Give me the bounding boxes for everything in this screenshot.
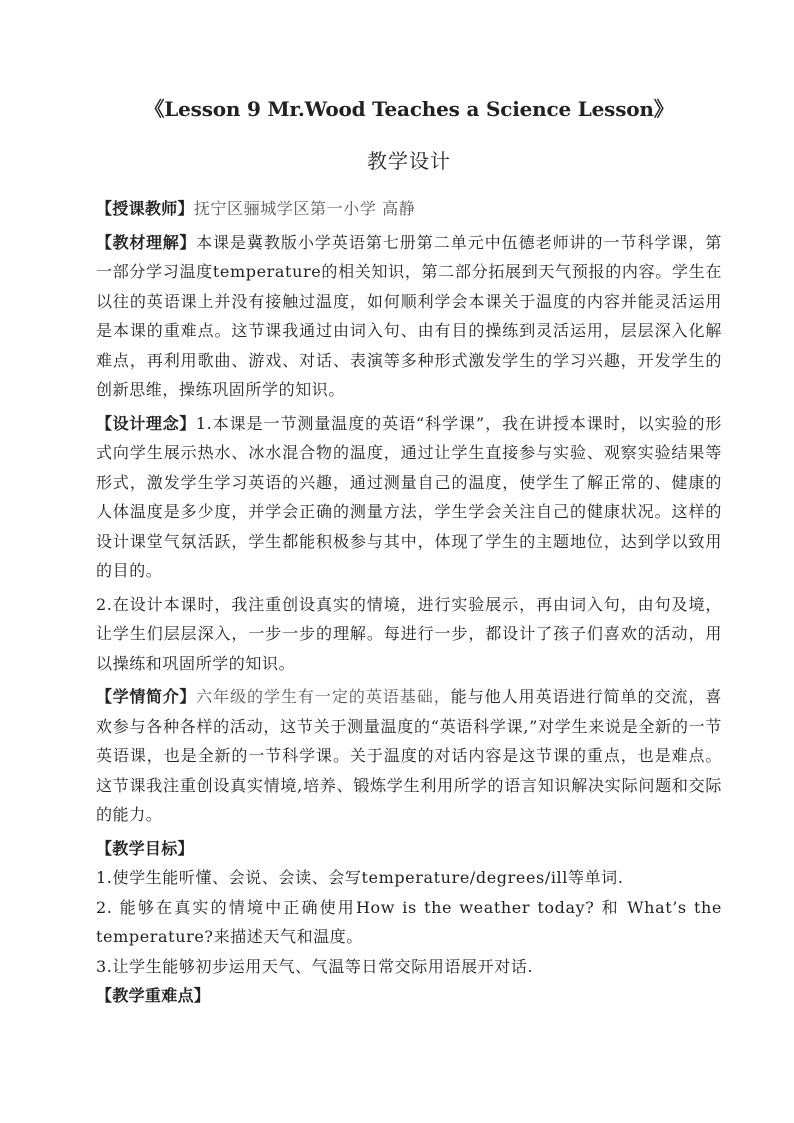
teacher-text: 抚宁区骊城学区第一小学 高静: [193, 199, 416, 218]
textbook-section: [96, 228, 722, 405]
teacher-label: 【授课教师】: [96, 199, 194, 218]
goal-item-3: 3.让学生能够初步运用天气、气温等日常交际用语展开对话.: [96, 956, 534, 976]
document-subtitle: 教学设计: [367, 149, 451, 173]
students-text-gray: 六年级的学生有一定的英语基础，: [196, 687, 451, 706]
students-label: 【学情简介】: [96, 687, 197, 706]
key-points-label: [96, 981, 722, 1011]
teacher-section: [96, 194, 722, 224]
students-section: [96, 682, 722, 830]
design-section: [96, 409, 722, 586]
goal-item-1: 1.使学生能听懂、会说、会读、会写temperature/degrees/ill等单词.: [96, 868, 624, 887]
goals-label-text: 【教学目标】: [96, 838, 194, 858]
goals-label: [96, 834, 722, 864]
students-text: 能与他人用英语进行简单的交流，喜欢参与各种各样的活动，这节关于测量温度的“英语科学课,”对学生来说是全新的一节英语课，也是全新的一节科学课。关于温度的对话内容是这节课的重点，也是难点。这节课我注重创设真实情境,培养、锻炼学生利用所学的语言知识解决实际问题和交际的能力。: [96, 687, 722, 824]
textbook-label: 【教材理解】: [96, 232, 197, 252]
design-text-2: 2.在设计本课时，我注重创设真实的情境，进行实验展示，再由词入句，由句及境，让学生们层层深入，一步一步的理解。每进行一步，都设计了孩子们喜欢的活动，用以操练和巩固所学的知识。: [96, 594, 722, 673]
key-points-label-text: 【教学重难点】: [96, 986, 211, 1005]
document-page: [96, 90, 722, 1011]
goal-item-2: 2. 能够在真实的情境中正确使用How is the weather today? 和 What’s the temperature?来描述天气和温度。: [96, 897, 722, 946]
document-title: 《Lesson 9 Mr.Wood Teaches a Science Lesson》: [144, 97, 674, 121]
textbook-text: 本课是冀教版小学英语第七册第二单元中伍德老师讲的一节科学课，第一部分学习温度temperature的相关知识，第二部分拓展到天气预报的内容。学生在以往的英语课上并没有接触过温度，如何顺利学会本课关于温度的内容并能灵活运用是本课的重难点。这节课我通过由词入句、由有目的操练到灵活运用，层层深入化解难点，再利用歌曲、游戏、对话、表演等多种形式激发学生的学习兴趣，开发学生的创新思维，操练巩固所学的知识。: [96, 232, 722, 399]
design-text-1: 1.本课是一节测量温度的英语“科学课”，我在讲授本课时，以实验的形式向学生展示热水、冰水混合物的温度，通过让学生直接参与实验、观察实验结果等形式，激发学生学习英语的兴趣，通过测量自己的温度，使学生了解正常的、健康的人体温度是多少度，并学会正确的测量方法，学生学会关注自己的健康状况。这样的设计课堂气氛活跃，学生都能积极参与其中，体现了学生的主题地位，达到学以致用的目的。: [96, 413, 722, 580]
design-label: 【设计理念】: [96, 413, 196, 433]
